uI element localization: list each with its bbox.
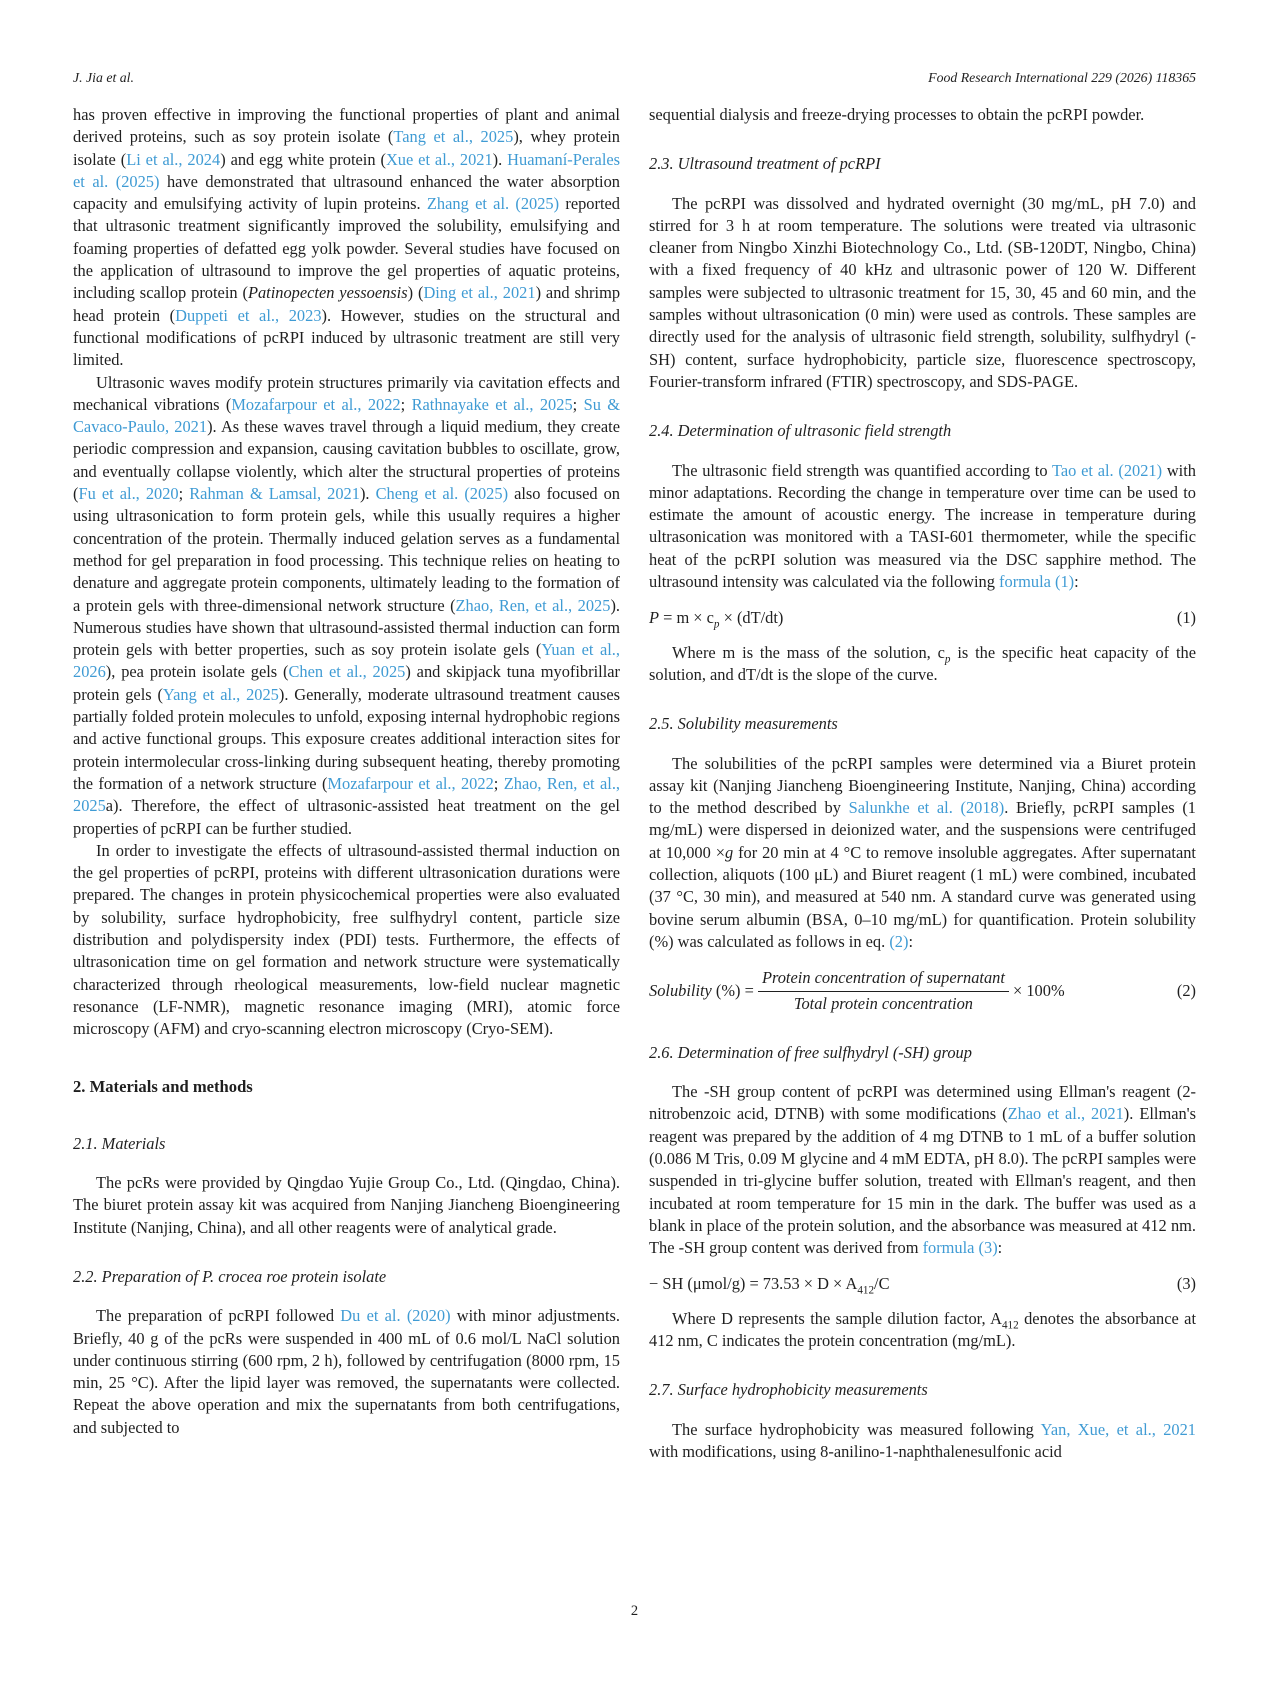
text-run: ) and skipjack tuna myofibrillar protein gels ( [73, 662, 620, 704]
text-run: /C [874, 1274, 890, 1294]
right-column [649, 104, 1196, 1463]
citation-link[interactable]: formula (1) [999, 572, 1075, 592]
paragraph [649, 1081, 1196, 1259]
paragraph [649, 193, 1196, 394]
citation-link[interactable]: Cheng et al. (2025) [375, 484, 509, 504]
text-run: with modifications, using 8-anilino-1-naphthalenesulfonic acid [649, 1441, 1062, 1461]
text-run: ) and egg white protein ( [220, 149, 386, 169]
text-run: ), whey protein isolate ( [73, 127, 620, 169]
equation-2-suffix: × 100% [1013, 980, 1065, 1000]
paragraph [73, 104, 620, 372]
text-run: × (dT/dt) [719, 608, 784, 628]
citation-link[interactable]: Du et al. (2020) [340, 1306, 451, 1326]
paragraph [649, 753, 1196, 954]
running-head-author: J. Jia et al. [73, 70, 134, 85]
text-run: Where m is the mass of the solution, c [672, 642, 945, 662]
text-run: . Briefly, pcRPI samples (1 mg/mL) were dispersed in deionized water, and the suspensions were centrifuged at 10,000 × [649, 798, 1196, 862]
citation-link[interactable]: Duppeti et al., 2023 [175, 305, 322, 325]
equation-2-lhs [649, 980, 754, 1002]
text-run: denotes the absorbance at 412 nm, C indicates the protein concentration (mg/mL). [649, 1308, 1196, 1351]
text-run: with minor adjustments. Briefly, 40 g of the pcRs were suspended in 400 mL of 0.6 mol/L NaCl solution under continuous stirring (600 rpm, 2 h), followed by centrifugation (8000 rpm, 15 min, 25 °C). After the lipid layer was removed, the supernatants were collected. Repeat the above operation and mix the supernatants from both centrifugations, and subjected to [73, 1306, 620, 1437]
text-run: P [649, 608, 660, 628]
citation-link[interactable]: Mozafarpour et al., 2022 [231, 394, 401, 414]
citation-link[interactable]: Tang et al., 2025 [393, 127, 514, 147]
text-run: ). [359, 484, 376, 504]
equation-1-number: (1) [1176, 608, 1196, 628]
text-run: ; [400, 394, 412, 414]
equation-2-number: (2) [1176, 980, 1196, 1000]
text-run: ; [178, 484, 190, 504]
paragraph [649, 104, 1196, 126]
text-run: Where D represents the sample dilution factor, A [672, 1308, 1002, 1328]
paragraph [649, 1308, 1196, 1353]
text-run: p [713, 618, 720, 631]
citation-link[interactable]: Tao et al. (2021) [1052, 460, 1163, 480]
text-run: g [724, 842, 734, 862]
equation-3 [649, 1273, 1196, 1295]
citation-link[interactable]: Chen et al., 2025 [288, 662, 406, 682]
text-run: : [997, 1238, 1003, 1258]
citation-link[interactable]: Zhang et al. (2025) [426, 194, 560, 214]
subsection-heading-2-4: 2.4. Determination of ultrasonic field strength [649, 421, 952, 441]
running-head [73, 70, 1196, 86]
equation-3-body [649, 1273, 890, 1295]
citation-link[interactable]: (2) [889, 931, 909, 951]
citation-link[interactable]: formula (3) [922, 1238, 998, 1258]
citation-link[interactable]: Yuan et al., 2026 [73, 640, 621, 682]
text-run: ). Numerous studies have shown that ultrasound-assisted thermal induction can form protein gels with better properties, such as soy protein isolate gels ( [73, 595, 620, 660]
citation-link[interactable]: Rahman & Lamsal, 2021 [189, 484, 360, 504]
text-run: ; [572, 394, 584, 414]
citation-link[interactable]: Ding et al., 2021 [423, 283, 536, 303]
text-run: − SH (μmol/g) = 73.53 × D × A [649, 1274, 858, 1294]
text-run: The pcRPI was dissolved and hydrated overnight (30 mg/mL, pH 7.0) and stirred for 3 h at room temperature. The solutions were treated via ultrasonic cleaner from Ningbo Xinzhi Biotechnology Co., Ltd. (SB-120DT, Ningbo, China) with a fixed frequency of 40 kHz and ultrasonic power of 120 W. Different samples were subjected to ultrasonic treatment for 15, 30, 45 and 60 min, and the samples without ultrasonication (0 min) were used as controls. These samples are directly used for the analysis of ultrasonic field strength, solubility, sulfhydryl (-SH) content, surface hydrophobicity, particle size, fluorescence spectroscopy, Fourier-transform infrared (FTIR) spectroscopy, and SDS-PAGE. [649, 193, 1196, 391]
text-run: Patinopecten yessoensis [247, 283, 408, 303]
equation-1-body [649, 607, 783, 629]
equation-2-numerator: Protein concentration of supernatant [761, 968, 1005, 988]
paragraph [73, 840, 620, 1041]
citation-link[interactable]: Xue et al., 2021 [385, 149, 493, 169]
page-number: 2 [630, 1603, 639, 1619]
text-run: has proven effective in improving the functional properties of plant and animal derived proteins, such as soy protein isolate ( [73, 105, 620, 147]
paragraph [649, 460, 1196, 594]
citation-link[interactable]: Huamaní-Perales et al. (2025) [73, 149, 621, 191]
text-run: is the specific heat capacity of the solution, and dT/dt is the slope of the curve. [649, 642, 1196, 684]
text-run: ). However, studies on the structural and functional modifications of pcRPI induced by ultrasonic treatment are still very limited. [73, 305, 620, 370]
paragraph [649, 1419, 1196, 1464]
text-run: ; [493, 773, 504, 793]
text-run: 412 [857, 1284, 875, 1297]
citation-link[interactable]: Fu et al., 2020 [78, 484, 179, 504]
citation-link[interactable]: Zhao et al., 2021 [1007, 1104, 1124, 1124]
text-run: The solubilities of the pcRPI samples were determined via a Biuret protein assay kit (Nanjing Jiancheng Bioengineering Institute, Nanjing, China) according to the method described by [649, 753, 1196, 818]
equation-3-number: (3) [1176, 1274, 1196, 1294]
citation-link[interactable]: Li et al., 2024 [126, 149, 221, 169]
subsection-heading-2-2: 2.2. Preparation of P. crocea roe protein isolate [73, 1266, 387, 1286]
text-run: Solubility [649, 980, 712, 1000]
citation-link[interactable]: Rathnayake et al., 2025 [411, 394, 573, 414]
text-run: 412 [1001, 1319, 1019, 1332]
paragraph [649, 642, 1196, 687]
citation-link[interactable]: Yang et al., 2025 [162, 684, 279, 704]
text-run: : [908, 931, 914, 951]
text-run: In order to investigate the effects of ultrasound-assisted thermal induction on the gel properties of pcRPI, proteins with different ultrasonication durations were prepared. The changes in protein physicochemical properties were also evaluated by solubility, surface hydrophobicity, free sulfhydryl content, particle size distribution and polydispersity index (PDI) tests. Furthermore, the effects of ultrasonication time on gel formation and network structure were systematically characterized through rheological measurements, low-field nuclear magnetic resonance (LF-NMR), magnetic resonance imaging (MRI), atomic force microscopy (AFM) and cryo-scanning electron microscopy (Cryo-SEM). [73, 840, 620, 1039]
text-run: p [944, 652, 951, 665]
text-run: ). As these waves travel through a liquid medium, they create periodic compression and expansion, causing cavitation bubbles to oscillate, grow, and eventually collapse violently, which alter the structural properties of proteins ( [73, 417, 621, 504]
equation-2-denominator: Total protein concentration [758, 991, 1009, 1015]
section-heading-materials-and-methods: 2. Materials and methods [73, 1077, 253, 1097]
subsection-heading-2-6: 2.6. Determination of free sulfhydryl (-SH) group [649, 1042, 972, 1062]
citation-link[interactable]: Yan, Xue, et al., 2021 [1040, 1419, 1196, 1439]
left-column [73, 104, 620, 1463]
equation-2-body [649, 967, 1065, 1015]
subsection-heading-2-1: 2.1. Materials [73, 1133, 166, 1153]
text-run: sequential dialysis and freeze-drying processes to obtain the pcRPI powder. [649, 105, 1145, 124]
subsection-heading-2-3: 2.3. Ultrasound treatment of pcRPI [649, 154, 881, 174]
text-run: The -SH group content of pcRPI was determined using Ellman's reagent (2-nitrobenzoic acid, DTNB) with some modifications ( [649, 1082, 1196, 1124]
article-body [73, 104, 1196, 1463]
text-run: The surface hydrophobicity was measured following [672, 1419, 1041, 1439]
text-run: ). [492, 149, 508, 169]
subsection-heading-2-7: 2.7. Surface hydrophobicity measurements [649, 1380, 928, 1400]
subsection-heading-2-5: 2.5. Solubility measurements [649, 714, 838, 734]
text-run: Ultrasonic waves modify protein structures primarily via cavitation effects and mechanical vibrations ( [73, 372, 620, 414]
citation-link[interactable]: Salunkhe et al. (2018) [848, 798, 1005, 818]
equation-1 [649, 607, 1196, 629]
text-run: for 20 min at 4 °C to remove insoluble aggregates. After supernatant collection, aliquots (100 μL) and Biuret reagent (1 mL) were combined, incubated (37 °C, 30 min), and measured at 540 nm. A standard curve was generated using bovine serum albumin (BSA, 0–10 mg/mL) for quantification. Protein solubility (%) was calculated as follows in eq. [649, 842, 1196, 951]
text-run: ), pea protein isolate gels ( [105, 662, 289, 682]
citation-link[interactable]: Mozafarpour et al., 2022 [327, 773, 494, 793]
text-run: reported that ultrasonic treatment significantly improved the solubility, emulsifying and foaming properties of defatted egg yolk powder. Several studies have focused on the application of ultrasound to improve the gel properties of aquatic proteins, including scallop protein ( [73, 194, 620, 303]
text-run: a). Therefore, the effect of ultrasonic-assisted heat treatment on the gel properties of pcRPI can be further studied. [73, 796, 620, 838]
paragraph [73, 1172, 620, 1239]
text-run: ). Ellman's reagent was prepared by the addition of 4 mg DTNB to 1 mL of a buffer solution (0.086 M Tris, 0.09 M glycine and 4 mM EDTA, pH 8.0). The pcRPI samples were suspended in tri-glycine buffer solution, treated with Ellman's reagent, and then incubated at room temperature for 15 min in the dark. The buffer was used as a blank in place of the protein solution, and the absorbance was measured at 412 nm. The -SH group content was derived from [649, 1104, 1196, 1258]
text-run: have demonstrated that ultrasound enhanced the water absorption capacity and emulsifying activity of lupin proteins. [73, 171, 621, 214]
equation-2-fraction [758, 967, 1009, 1015]
text-run: ) ( [407, 283, 424, 303]
equation-2 [649, 967, 1196, 1015]
text-run: ) and shrimp head protein ( [73, 283, 621, 325]
text-run: The ultrasonic field strength was quantified according to [672, 460, 1053, 480]
text-run: The preparation of pcRPI followed [96, 1306, 341, 1326]
text-run: with minor adaptations. Recording the change in temperature over time can be used to estimate the amount of acoustic energy. The increase in temperature during ultrasonication was monitored with a TASI-601 thermometer, while the specific heat of the pcRPI solution was measured via the DSC sapphire method. The ultrasound intensity was calculated via the following [649, 460, 1196, 592]
text-run: = m × c [659, 608, 714, 628]
citation-link[interactable]: Zhao, Ren, et al., 2025 [455, 595, 611, 615]
running-head-journal: Food Research International 229 (2026) 118365 [928, 70, 1196, 85]
text-run: The pcRs were provided by Qingdao Yujie Group Co., Ltd. (Qingdao, China). The biuret protein assay kit was acquired from Nanjing Jiancheng Bioengineering Institute (Nanjing, China), and all other reagents were of analytical grade. [73, 1173, 620, 1237]
citation-link[interactable]: Su & Cavaco-Paulo, 2021 [73, 394, 620, 437]
paragraph [73, 1305, 620, 1439]
text-run: also focused on using ultrasonication to form protein gels, while this usually requires a higher concentration of the protein. Thermally induced gelation serves as a fundamental method for gel preparation in food processing. This technique relies on heating to denature and aggregate protein components, ultimately leading to the formation of a protein gels with three-dimensional network structure ( [73, 484, 620, 615]
text-run: ). Generally, moderate ultrasound treatment causes partially folded protein molecules to unfold, exposing internal hydrophobic regions and active functional groups. This exposure creates additional interaction sites for protein intermolecular cross-linking during subsequent heating, thereby promoting the formation of a network structure ( [73, 684, 620, 793]
text-run: : [1074, 572, 1079, 592]
citation-link[interactable]: Zhao, Ren, et al., 2025 [73, 773, 621, 816]
text-run: (%) = [711, 980, 754, 1000]
paragraph [73, 372, 620, 840]
